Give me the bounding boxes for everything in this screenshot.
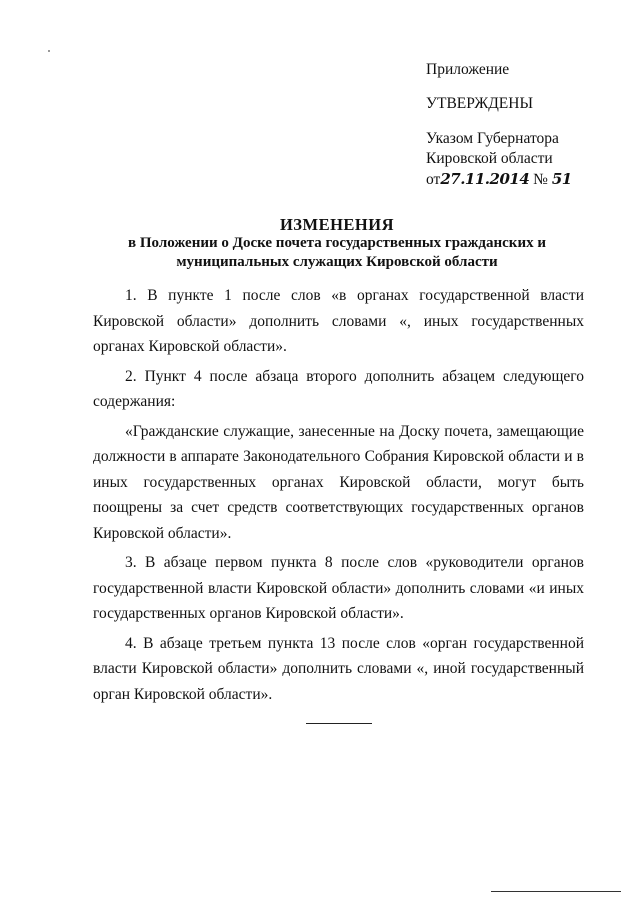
title-sub-line-1: в Положении о Доске почета государственных гражданских и bbox=[128, 235, 546, 251]
paragraph-3: 3. В абзаце первом пункта 8 после слов «руководители органов государственной власти Кировской области» дополнить словами «и иных государственных органов Кировской области». bbox=[93, 554, 584, 622]
title-main: ИЗМЕНЕНИЯ bbox=[279, 215, 395, 234]
document-title bbox=[60, 215, 614, 272]
approved-label: УТВЕРЖДЕНЫ bbox=[426, 95, 533, 112]
appendix-label: Приложение bbox=[426, 61, 510, 78]
paragraph-1: 1. В пункте 1 после слов «в органах государственной власти Кировской области» дополнить словами «, иных государственных органах Кировской области». bbox=[93, 287, 584, 355]
title-sub-line-2: муниципальных служащих Кировской области bbox=[176, 254, 498, 270]
date-number-line bbox=[426, 169, 626, 190]
document-body bbox=[93, 283, 584, 711]
end-separator bbox=[306, 723, 372, 724]
approval-block bbox=[426, 60, 626, 190]
number-label: № bbox=[533, 171, 548, 188]
decree-line-2: Кировской области bbox=[426, 150, 553, 167]
paragraph-2: 2. Пункт 4 после абзаца второго дополнить абзацем следующего содержания: bbox=[93, 367, 584, 410]
paragraph-quote: «Гражданские служащие, занесенные на Доску почета, замещающие должности в аппарате Законодательного Собрания Кировской области и в иных государственных органах Кировской области, могут быть поощрены за счет средств соответствующих государственных органов Кировской области». bbox=[93, 422, 584, 542]
footer-rule bbox=[491, 891, 621, 892]
scan-speck bbox=[48, 50, 50, 52]
decree-line-1: Указом Губернатора bbox=[426, 130, 559, 147]
date-handwritten: 27.11.2014 bbox=[440, 170, 530, 188]
number-handwritten: 51 bbox=[551, 170, 572, 188]
paragraph-4: 4. В абзаце третьем пункта 13 после слов «орган государственной власти Кировской области» дополнить словами «, иной государственный орган Кировской области». bbox=[93, 634, 584, 703]
date-prefix: от bbox=[426, 171, 441, 188]
